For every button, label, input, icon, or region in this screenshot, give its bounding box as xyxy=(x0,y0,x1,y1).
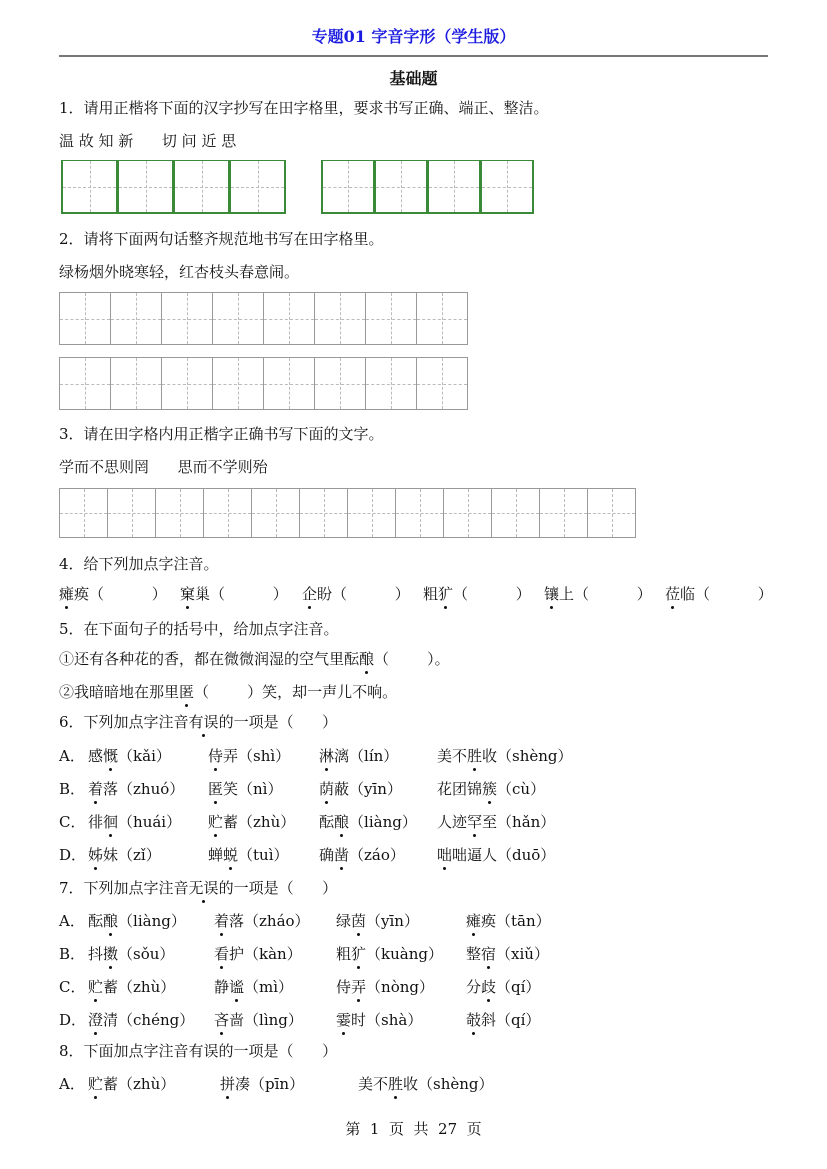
document-title: 专题01 字音字形（学生版） xyxy=(311,27,516,46)
q4-item xyxy=(423,583,531,604)
option-label: B． xyxy=(59,945,86,963)
dotted-char: 蜕 xyxy=(223,846,239,864)
text: 静 xyxy=(214,978,230,996)
option-item xyxy=(336,910,419,931)
dotted-char: 贮 xyxy=(88,1075,104,1093)
text: （xiǔ） xyxy=(496,945,549,963)
option-item xyxy=(336,976,434,997)
dotted-char: 澄 xyxy=(88,1011,104,1029)
text: 的一项是（ ） xyxy=(218,713,338,731)
option-item xyxy=(88,1073,175,1094)
dotted-char: 窠 xyxy=(180,585,196,603)
option-label: B． xyxy=(59,780,86,798)
text: 漓（lín） xyxy=(334,747,399,765)
option-item xyxy=(466,910,551,931)
writing-grid-q1-left xyxy=(62,160,286,214)
text: 清（chéng） xyxy=(103,1011,195,1029)
dotted-char: 霎 xyxy=(336,1011,352,1029)
dotted-char: 酿 xyxy=(334,813,350,831)
dotted-char: 着 xyxy=(214,912,230,930)
text: 弄（shì） xyxy=(223,747,291,765)
option-item xyxy=(466,976,540,997)
grid-cell xyxy=(117,160,174,214)
q4-item xyxy=(59,583,167,604)
option-item xyxy=(214,943,302,964)
dotted-char: 徊 xyxy=(103,813,119,831)
dotted-char: 瘫 xyxy=(466,912,482,930)
q5-prompt: 5．在下面句子的括号中，给加点字注音。 xyxy=(59,620,339,638)
dotted-char: 吝 xyxy=(214,1011,230,1029)
q1-prompt: 1．请用正楷将下面的汉字抄写在田字格里，要求书写正确、端正、整洁。 xyxy=(59,99,549,117)
text: （yīn） xyxy=(366,912,419,930)
grid-cell xyxy=(59,292,111,345)
text: 凑（pīn） xyxy=(235,1075,305,1093)
option-item xyxy=(319,811,417,832)
grid-cell xyxy=(587,488,636,538)
text: 妹（zǐ） xyxy=(103,846,161,864)
q3-prompt: 3．请在田字格内用正楷字正确书写下面的文字。 xyxy=(59,425,384,443)
grid-cell xyxy=(480,160,534,214)
grid-cell xyxy=(110,292,162,345)
text: 6．下列加点字注音 xyxy=(59,713,189,731)
dotted-char: 咄 xyxy=(437,846,453,864)
option-label: D． xyxy=(59,1011,87,1029)
text: 巢（ ） xyxy=(195,585,288,603)
dotted-char: 镶 xyxy=(544,585,560,603)
option-item xyxy=(88,1009,194,1030)
dotted-char: 簇 xyxy=(482,780,498,798)
text: 人迹 xyxy=(437,813,468,831)
writing-grid-q1-right xyxy=(322,160,534,214)
option-item xyxy=(208,745,290,766)
grid-cell xyxy=(59,488,108,538)
text: 确 xyxy=(319,846,335,864)
q4-item xyxy=(544,583,652,604)
grid-cell xyxy=(365,357,417,410)
text: 蓄（zhù） xyxy=(103,978,176,996)
dotted-char: 侍 xyxy=(208,747,224,765)
grid-cell xyxy=(229,160,286,214)
dotted-char: 擞 xyxy=(103,945,119,963)
option-item xyxy=(208,811,295,832)
q3-text: 学而不思则罔 思而不学则殆 xyxy=(59,458,268,476)
writing-grid-q2-row1 xyxy=(60,292,468,345)
text: （qí） xyxy=(496,978,541,996)
text: 上（ ） xyxy=(559,585,652,603)
text: （nòng） xyxy=(366,978,434,996)
dotted-char: 凿 xyxy=(334,846,350,864)
q7-prompt xyxy=(59,877,337,898)
dotted-char: 罕 xyxy=(467,813,483,831)
grid-cell xyxy=(314,292,366,345)
dotted-char: 歧 xyxy=(481,978,497,996)
option-label: A． xyxy=(59,912,85,930)
option-item xyxy=(437,778,545,799)
text: 时（shà） xyxy=(351,1011,423,1029)
text: 绿 xyxy=(336,912,352,930)
option-item xyxy=(437,745,573,766)
q1-words: 温 故 知 新 切 问 近 思 xyxy=(59,132,237,150)
text: （cù） xyxy=(497,780,546,798)
grid-cell xyxy=(491,488,540,538)
section-heading: 基础题 xyxy=(389,69,438,88)
grid-cell xyxy=(374,160,428,214)
text: （ ）。 xyxy=(374,650,450,668)
text: 侍 xyxy=(336,978,352,996)
text: 蓄（zhù） xyxy=(103,1075,176,1093)
text: 护（kàn） xyxy=(229,945,302,963)
grid-cell xyxy=(427,160,481,214)
option-item xyxy=(437,844,555,865)
dotted-char: 胜 xyxy=(467,747,483,765)
grid-cell xyxy=(347,488,396,538)
grid-cell xyxy=(416,357,468,410)
q4-item xyxy=(180,583,288,604)
text: 蓄（zhù） xyxy=(223,813,296,831)
option-item xyxy=(88,910,186,931)
dotted-char: 姊 xyxy=(88,846,104,864)
text: 笑（nì） xyxy=(223,780,283,798)
text: （tuì） xyxy=(238,846,289,864)
dotted-char: 慨 xyxy=(103,747,119,765)
grid-cell xyxy=(539,488,588,538)
option-item xyxy=(319,745,398,766)
dotted-char: 胜 xyxy=(388,1075,404,1093)
option-item xyxy=(466,1009,540,1030)
grid-cell xyxy=(161,357,213,410)
q4-item xyxy=(665,583,773,604)
header-divider xyxy=(59,55,768,57)
writing-grid-q2-row2 xyxy=(60,357,468,410)
grid-cell xyxy=(203,488,252,538)
option-item xyxy=(319,778,402,799)
dotted-char: 淋 xyxy=(319,747,335,765)
text: ②我暗暗地在那里 xyxy=(59,683,180,701)
dotted-char: 弄 xyxy=(351,978,367,996)
text: 咄逼人（duō） xyxy=(452,846,556,864)
option-item xyxy=(88,778,184,799)
text: 抖 xyxy=(88,945,104,963)
q2-prompt: 2．请将下面两句话整齐规范地书写在田字格里。 xyxy=(59,230,384,248)
option-item xyxy=(336,943,443,964)
writing-grid-q3 xyxy=(60,488,636,538)
text: 整 xyxy=(466,945,482,963)
dotted-char: 瘫 xyxy=(59,585,75,603)
dotted-char: 拼 xyxy=(220,1075,236,1093)
option-item xyxy=(88,811,181,832)
text: （ ） xyxy=(453,585,531,603)
text: 痪（tān） xyxy=(481,912,551,930)
grid-cell xyxy=(416,292,468,345)
text: 至（hǎn） xyxy=(482,813,556,831)
grid-cell xyxy=(314,357,366,410)
option-label: A． xyxy=(59,747,85,765)
dotted-char: 匿 xyxy=(179,683,195,701)
text: 收（shèng） xyxy=(482,747,573,765)
option-item xyxy=(88,943,174,964)
text: （záo） xyxy=(349,846,405,864)
option-item xyxy=(88,844,161,865)
text: 落（zháo） xyxy=(229,912,310,930)
dotted-char: 企 xyxy=(302,585,318,603)
option-item xyxy=(208,778,282,799)
text: （liàng） xyxy=(349,813,417,831)
grid-cell xyxy=(173,160,230,214)
option-item xyxy=(437,811,555,832)
text: 感 xyxy=(88,747,104,765)
dotted-char: 贮 xyxy=(208,813,224,831)
grid-cell xyxy=(59,357,111,410)
text: 斜（qí） xyxy=(481,1011,541,1029)
text: 收（shèng） xyxy=(403,1075,494,1093)
dotted-char: 匿 xyxy=(208,780,224,798)
grid-cell xyxy=(107,488,156,538)
text: 7．下列加点字注音 xyxy=(59,879,189,897)
dotted-char: 贮 xyxy=(88,978,104,996)
text: （huái） xyxy=(118,813,182,831)
dotted-char: 着 xyxy=(88,780,104,798)
dotted-char: 酿 xyxy=(359,650,375,668)
dotted-char: 谧 xyxy=(229,978,245,996)
option-item xyxy=(88,976,175,997)
dotted-char: 犷 xyxy=(438,585,454,603)
text: （mì） xyxy=(244,978,294,996)
dotted-char: 有误 xyxy=(188,713,219,731)
text: 盼（ ） xyxy=(317,585,410,603)
text: 分 xyxy=(466,978,482,996)
text: 美不 xyxy=(358,1075,389,1093)
grid-cell xyxy=(263,357,315,410)
text: 的一项是（ ） xyxy=(218,879,338,897)
text: 徘 xyxy=(88,813,104,831)
option-item xyxy=(214,1009,303,1030)
grid-cell xyxy=(212,292,264,345)
dotted-char: 无误 xyxy=(188,879,219,897)
text: 美不 xyxy=(437,747,468,765)
grid-cell xyxy=(299,488,348,538)
option-item xyxy=(208,844,289,865)
grid-cell xyxy=(263,292,315,345)
text: 粗 xyxy=(336,945,352,963)
dotted-char: 莅 xyxy=(665,585,681,603)
q4-prompt: 4．给下列加点字注音。 xyxy=(59,555,219,573)
option-item xyxy=(214,910,310,931)
q4-item xyxy=(302,583,410,604)
text: ①还有各种花的香，都在微微润湿的空气里酝 xyxy=(59,650,360,668)
text: 临（ ） xyxy=(680,585,773,603)
text: 蔽（yīn） xyxy=(334,780,402,798)
text: （ ）笑，却一声儿不响。 xyxy=(194,683,398,701)
option-label: D． xyxy=(59,846,87,864)
text: 落（zhuó） xyxy=(103,780,185,798)
text: 酝 xyxy=(319,813,335,831)
text: （kuàng） xyxy=(366,945,443,963)
dotted-char: 酿 xyxy=(103,912,119,930)
grid-cell xyxy=(251,488,300,538)
page-number: 第 1 页 共 27 页 xyxy=(345,1120,482,1138)
grid-cell xyxy=(443,488,492,538)
option-item xyxy=(336,1009,422,1030)
grid-cell xyxy=(212,357,264,410)
option-item xyxy=(220,1073,304,1094)
q6-prompt xyxy=(59,711,337,732)
option-item xyxy=(358,1073,494,1094)
text: 酝 xyxy=(88,912,104,930)
text: 花团锦 xyxy=(437,780,483,798)
option-item xyxy=(214,976,293,997)
option-item xyxy=(466,943,549,964)
dotted-char: 荫 xyxy=(319,780,335,798)
text: 啬（lìng） xyxy=(229,1011,303,1029)
text: 粗 xyxy=(423,585,439,603)
dotted-char: 攲 xyxy=(466,1011,482,1029)
dotted-char: 看 xyxy=(214,945,230,963)
grid-cell xyxy=(395,488,444,538)
q5-sentence-2 xyxy=(59,681,397,702)
q5-sentence-1 xyxy=(59,648,450,669)
option-item xyxy=(88,745,171,766)
dotted-char: 宿 xyxy=(481,945,497,963)
grid-cell xyxy=(61,160,118,214)
option-label: C． xyxy=(59,813,86,831)
option-label: A． xyxy=(59,1075,85,1093)
option-label: C． xyxy=(59,978,86,996)
text: （liàng） xyxy=(118,912,186,930)
q8-prompt: 8．下面加点字注音有误的一项是（ ） xyxy=(59,1042,338,1060)
text: 蝉 xyxy=(208,846,224,864)
grid-cell xyxy=(365,292,417,345)
grid-cell xyxy=(110,357,162,410)
grid-cell xyxy=(321,160,375,214)
text: （kǎi） xyxy=(118,747,171,765)
grid-cell xyxy=(155,488,204,538)
dotted-char: 犷 xyxy=(351,945,367,963)
text: （sǒu） xyxy=(118,945,175,963)
grid-cell xyxy=(161,292,213,345)
option-item xyxy=(319,844,405,865)
q2-text: 绿杨烟外晓寒轻，红杏枝头春意闹。 xyxy=(59,263,300,281)
dotted-char: 茵 xyxy=(351,912,367,930)
text: 痪（ ） xyxy=(74,585,167,603)
